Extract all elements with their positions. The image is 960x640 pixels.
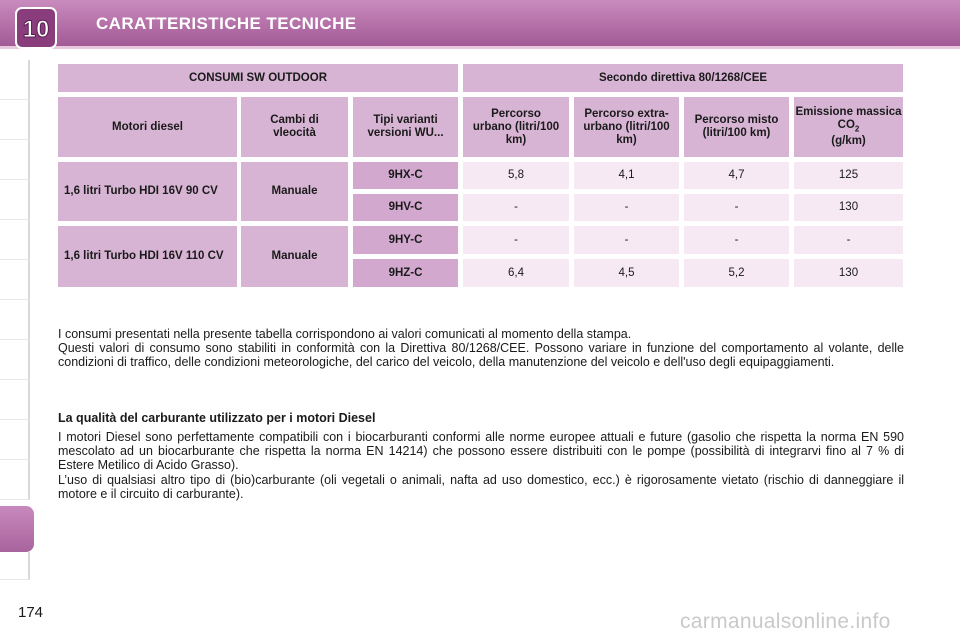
paragraph: Questi valori di consumo sono stabiliti in conformità con la Direttiva 80/1268/CEE. Possono variare in funzione del comportamento al volante, delle condizioni di traffico, delle condizioni meteorologiche, del carico del veicolo, della manutenzione del veicolo e dell'uso degli equipaggiamenti. [58, 341, 904, 370]
chapter-tab[interactable] [0, 552, 30, 580]
value-urban: 5,8 [463, 162, 569, 189]
value-mixed: - [684, 226, 789, 254]
chapter-tab[interactable] [0, 140, 30, 180]
co2-label: Emissione massica CO [795, 105, 902, 131]
header-divider [0, 46, 960, 49]
watermark: carmanualsonline.info [680, 610, 891, 633]
chapter-tab[interactable] [0, 260, 30, 300]
table-title-right: Secondo direttiva 80/1268/CEE [463, 64, 903, 92]
co2-unit: (g/km) [831, 135, 866, 148]
table-title-left: CONSUMI SW OUTDOOR [58, 64, 458, 92]
chapter-number: 10 [22, 16, 50, 43]
variant-code: 9HZ-C [353, 259, 458, 287]
col-header-co2 [794, 97, 903, 157]
chapter-tab[interactable] [0, 380, 30, 420]
value-urban: 6,4 [463, 259, 569, 287]
variant-code: 9HV-C [353, 194, 458, 221]
col-header-mixed: Percorso misto (litri/100 km) [684, 97, 789, 157]
col-header-extra-urban: Percorso extra-urbano (litri/100 km) [574, 97, 679, 157]
value-extra-urban: 4,5 [574, 259, 679, 287]
chapter-tab[interactable] [0, 460, 30, 500]
engine-label: 1,6 litri Turbo HDI 16V 90 CV [58, 162, 237, 221]
chapter-tab[interactable] [0, 100, 30, 140]
value-mixed: 5,2 [684, 259, 789, 287]
value-co2: 125 [794, 162, 903, 189]
chapter-tab[interactable] [0, 420, 30, 460]
paragraph: I motori Diesel sono perfettamente compatibili con i biocarburanti conformi alle norme europee attuali e future (gasolio che rispetta la norma EN 590 mescolato ad un biocarburante che rispetta la norma EN 14214) che possono essere distribuiti con le pompe (possibilità di integrarvi fino al 7 % di Estere Metilico di Acido Grasso). [58, 430, 904, 473]
variant-code: 9HY-C [353, 226, 458, 254]
col-header-engine: Motori diesel [58, 97, 237, 157]
col-header-variant: Tipi varianti versioni WU... [353, 97, 458, 157]
value-co2: 130 [794, 259, 903, 287]
chapter-tab[interactable] [0, 340, 30, 380]
paragraph: I consumi presentati nella presente tabella corrispondono ai valori comunicati al momento della stampa. [58, 327, 632, 341]
value-extra-urban: 4,1 [574, 162, 679, 189]
chapter-tab-strip [0, 60, 34, 580]
chapter-tab[interactable] [0, 220, 30, 260]
co2-subscript: 2 [854, 124, 860, 134]
value-extra-urban: - [574, 194, 679, 221]
section-title: La qualità del carburante utilizzato per i motori Diesel [58, 411, 376, 425]
chapter-number-badge [14, 6, 58, 50]
value-co2: - [794, 226, 903, 254]
variant-code: 9HX-C [353, 162, 458, 189]
consumption-notes [58, 327, 904, 370]
diesel-fuel-notes [58, 430, 904, 501]
paragraph: L’uso di qualsiasi altro tipo di (bio)carburante (oli vegetali o animali, nafta ad uso domestico, ecc.) è rigorosamente vietato (rischio di danneggiare il motore e il circuito di carburante). [58, 472, 904, 501]
value-urban: - [463, 226, 569, 254]
value-mixed: - [684, 194, 789, 221]
gearbox-label: Manuale [241, 226, 348, 287]
chapter-tab[interactable] [0, 300, 30, 340]
value-mixed: 4,7 [684, 162, 789, 189]
engine-label: 1,6 litri Turbo HDI 16V 110 CV [58, 226, 237, 287]
col-header-urban: Percorso urbano (litri/100 km) [463, 97, 569, 157]
value-co2: 130 [794, 194, 903, 221]
chapter-tab[interactable] [0, 60, 30, 100]
chapter-tab[interactable] [0, 180, 30, 220]
value-extra-urban: - [574, 226, 679, 254]
col-header-gearbox: Cambi di vleocità [241, 97, 348, 157]
page-number: 174 [18, 604, 44, 621]
value-urban: - [463, 194, 569, 221]
chapter-tab-active[interactable] [0, 506, 34, 552]
page-title: CARATTERISTICHE TECNICHE [96, 14, 357, 33]
gearbox-label: Manuale [241, 162, 348, 221]
